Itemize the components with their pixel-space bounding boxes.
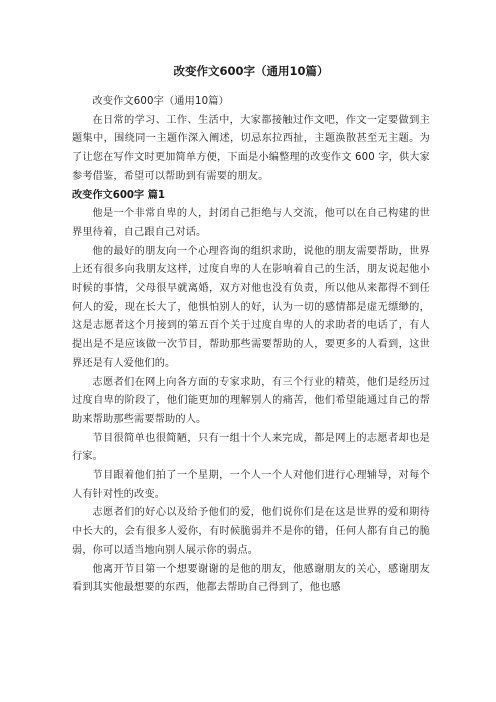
document-title: 改变作文600字（通用10篇）: [173, 64, 329, 78]
body-paragraph: 他离开节目第一个想要谢谢的是他的朋友，他感谢朋友的关心，感谢朋友看到其实他最想要的东西，他都去帮助自己得到了，他也感: [72, 563, 430, 594]
body-paragraph: 志愿者们在网上向各方面的专家求助，有三个行业的精英，他们是经历过过度自卑的阶段了，他们能更加的理解别人的痛苦，他们希望能通过自己的帮助来帮助那些需要帮助的人。: [72, 376, 430, 425]
body-paragraph: 节目很简单也很简陋，只有一组十个人来完成，都是网上的志愿者却也是行家。: [72, 432, 430, 463]
body-paragraph: 他是一个非常自卑的人，封闭自己拒绝与人交流，他可以在自己构建的世界里待着，自己跟自己对话。: [72, 208, 430, 238]
intro-title: 改变作文600字（通用10篇）: [92, 96, 229, 107]
body-paragraph: 他的最好的朋友向一个心理咨询的组织求助，说他的朋友需要帮助，世界上还有很多向我朋友这样，过度自卑的人在影响着自己的生活，朋友说起他小时候的事情，父母很早就离婚，双方对他也没有负责，所以他从来都得不到任何人的爱，现在长大了，他惧怕别人的好，认为一切的感情都是虚无缥缈的，这是志愿者这个月接到的第五百个关于过度自卑的人的求助者的电话了，有人提出是不是应该做一次节目，帮助那些需要帮助的人，要更多的人看到，这世界还是有人爱他们的。: [72, 245, 430, 369]
section-heading: 改变作文600字 篇1: [72, 189, 166, 201]
body-paragraph: 志愿者们的好心以及给予他们的爱，他们说你们是在这是世界的爱和期待中长大的，会有很多人爱你，有时候脆弱并不是你的错，任何人都有自己的脆弱，你可以适当地向别人展示你的弱点。: [72, 507, 430, 556]
body-paragraph: 节目跟着他们拍了一个星期，一个人一个人对他们进行心理辅导，对每个人有针对性的改变。: [72, 470, 430, 500]
intro-paragraph: 在日常的学习、工作、生活中，大家都接触过作文吧，作文一定要做到主题集中，围绕同一主题作深入阐述，切忌东拉西扯，主题涣散甚至无主题。为了让您在写作文时更加简单方便，下面是小编整理的改变作文 600 字，供大家参考借鉴，希望可以帮助到有需要的朋友。: [72, 114, 430, 182]
